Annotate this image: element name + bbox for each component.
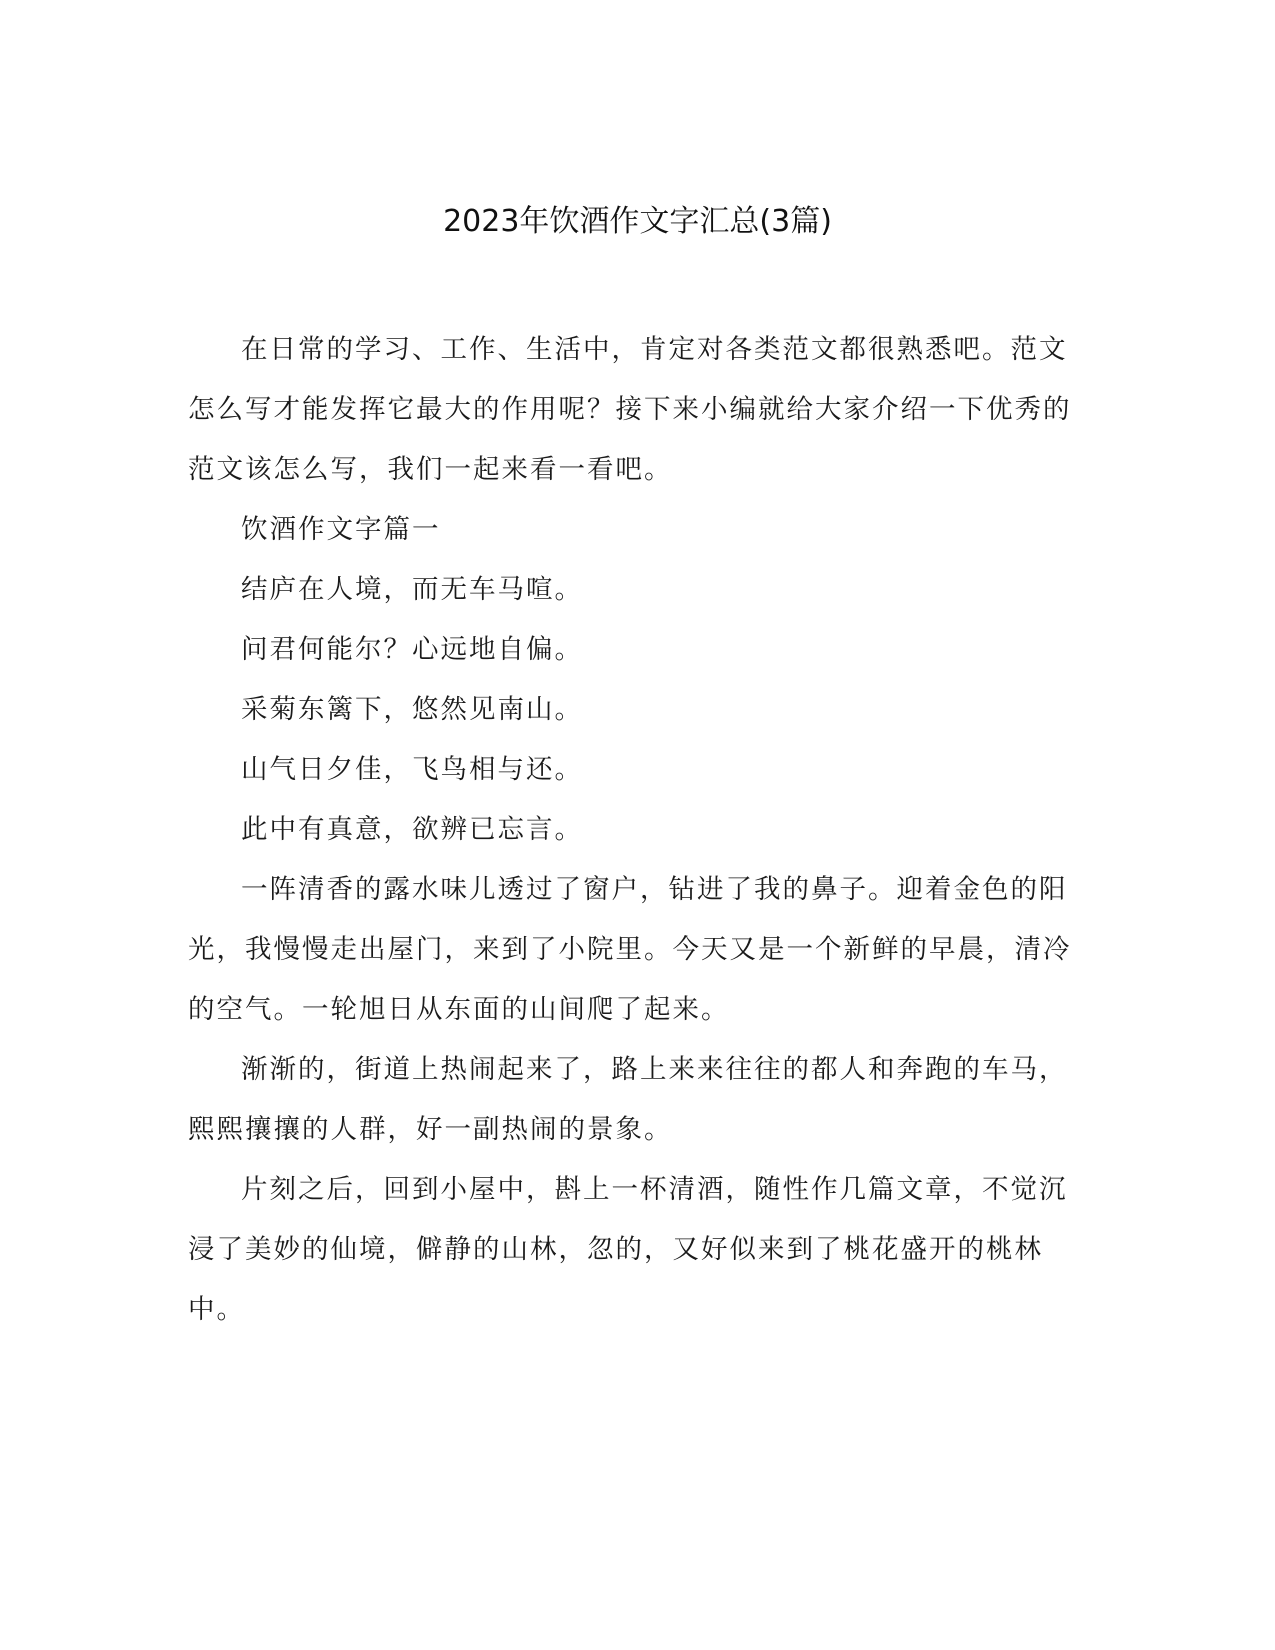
paragraph: 一阵清香的露水味儿透过了窗户，钻进了我的鼻子。迎着金色的阳光，我慢慢走出屋门，来到了小院里。今天又是一个新鲜的早晨，清冷的空气。一轮旭日从东面的山间爬了起来。 bbox=[188, 874, 1072, 1025]
poem-line: 采菊东篱下，悠然见南山。 bbox=[241, 694, 583, 725]
poem-line: 结庐在人境，而无车马喧。 bbox=[241, 574, 583, 605]
paragraph-intro: 在日常的学习、工作、生活中，肯定对各类范文都很熟悉吧。范文怎么写才能发挥它最大的作用呢？接下来小编就给大家介绍一下优秀的范文该怎么写，我们一起来看一看吧。 bbox=[188, 334, 1072, 485]
document-title: 2023年饮酒作文字汇总(3篇) bbox=[443, 204, 832, 239]
document-body bbox=[188, 320, 1080, 1340]
poem-line: 山气日夕佳，飞鸟相与还。 bbox=[241, 754, 583, 785]
poem-line: 问君何能尔？心远地自偏。 bbox=[241, 634, 583, 665]
section-heading: 饮酒作文字篇一 bbox=[241, 514, 441, 545]
paragraph: 片刻之后，回到小屋中，斟上一杯清酒，随性作几篇文章，不觉沉浸了美妙的仙境，僻静的山林，忽的，又好似来到了桃花盛开的桃林中。 bbox=[188, 1174, 1068, 1325]
poem-line: 此中有真意，欲辨已忘言。 bbox=[241, 814, 583, 845]
paragraph: 渐渐的，街道上热闹起来了，路上来来往往的都人和奔跑的车马，熙熙攘攘的人群，好一副热闹的景象。 bbox=[188, 1054, 1068, 1145]
